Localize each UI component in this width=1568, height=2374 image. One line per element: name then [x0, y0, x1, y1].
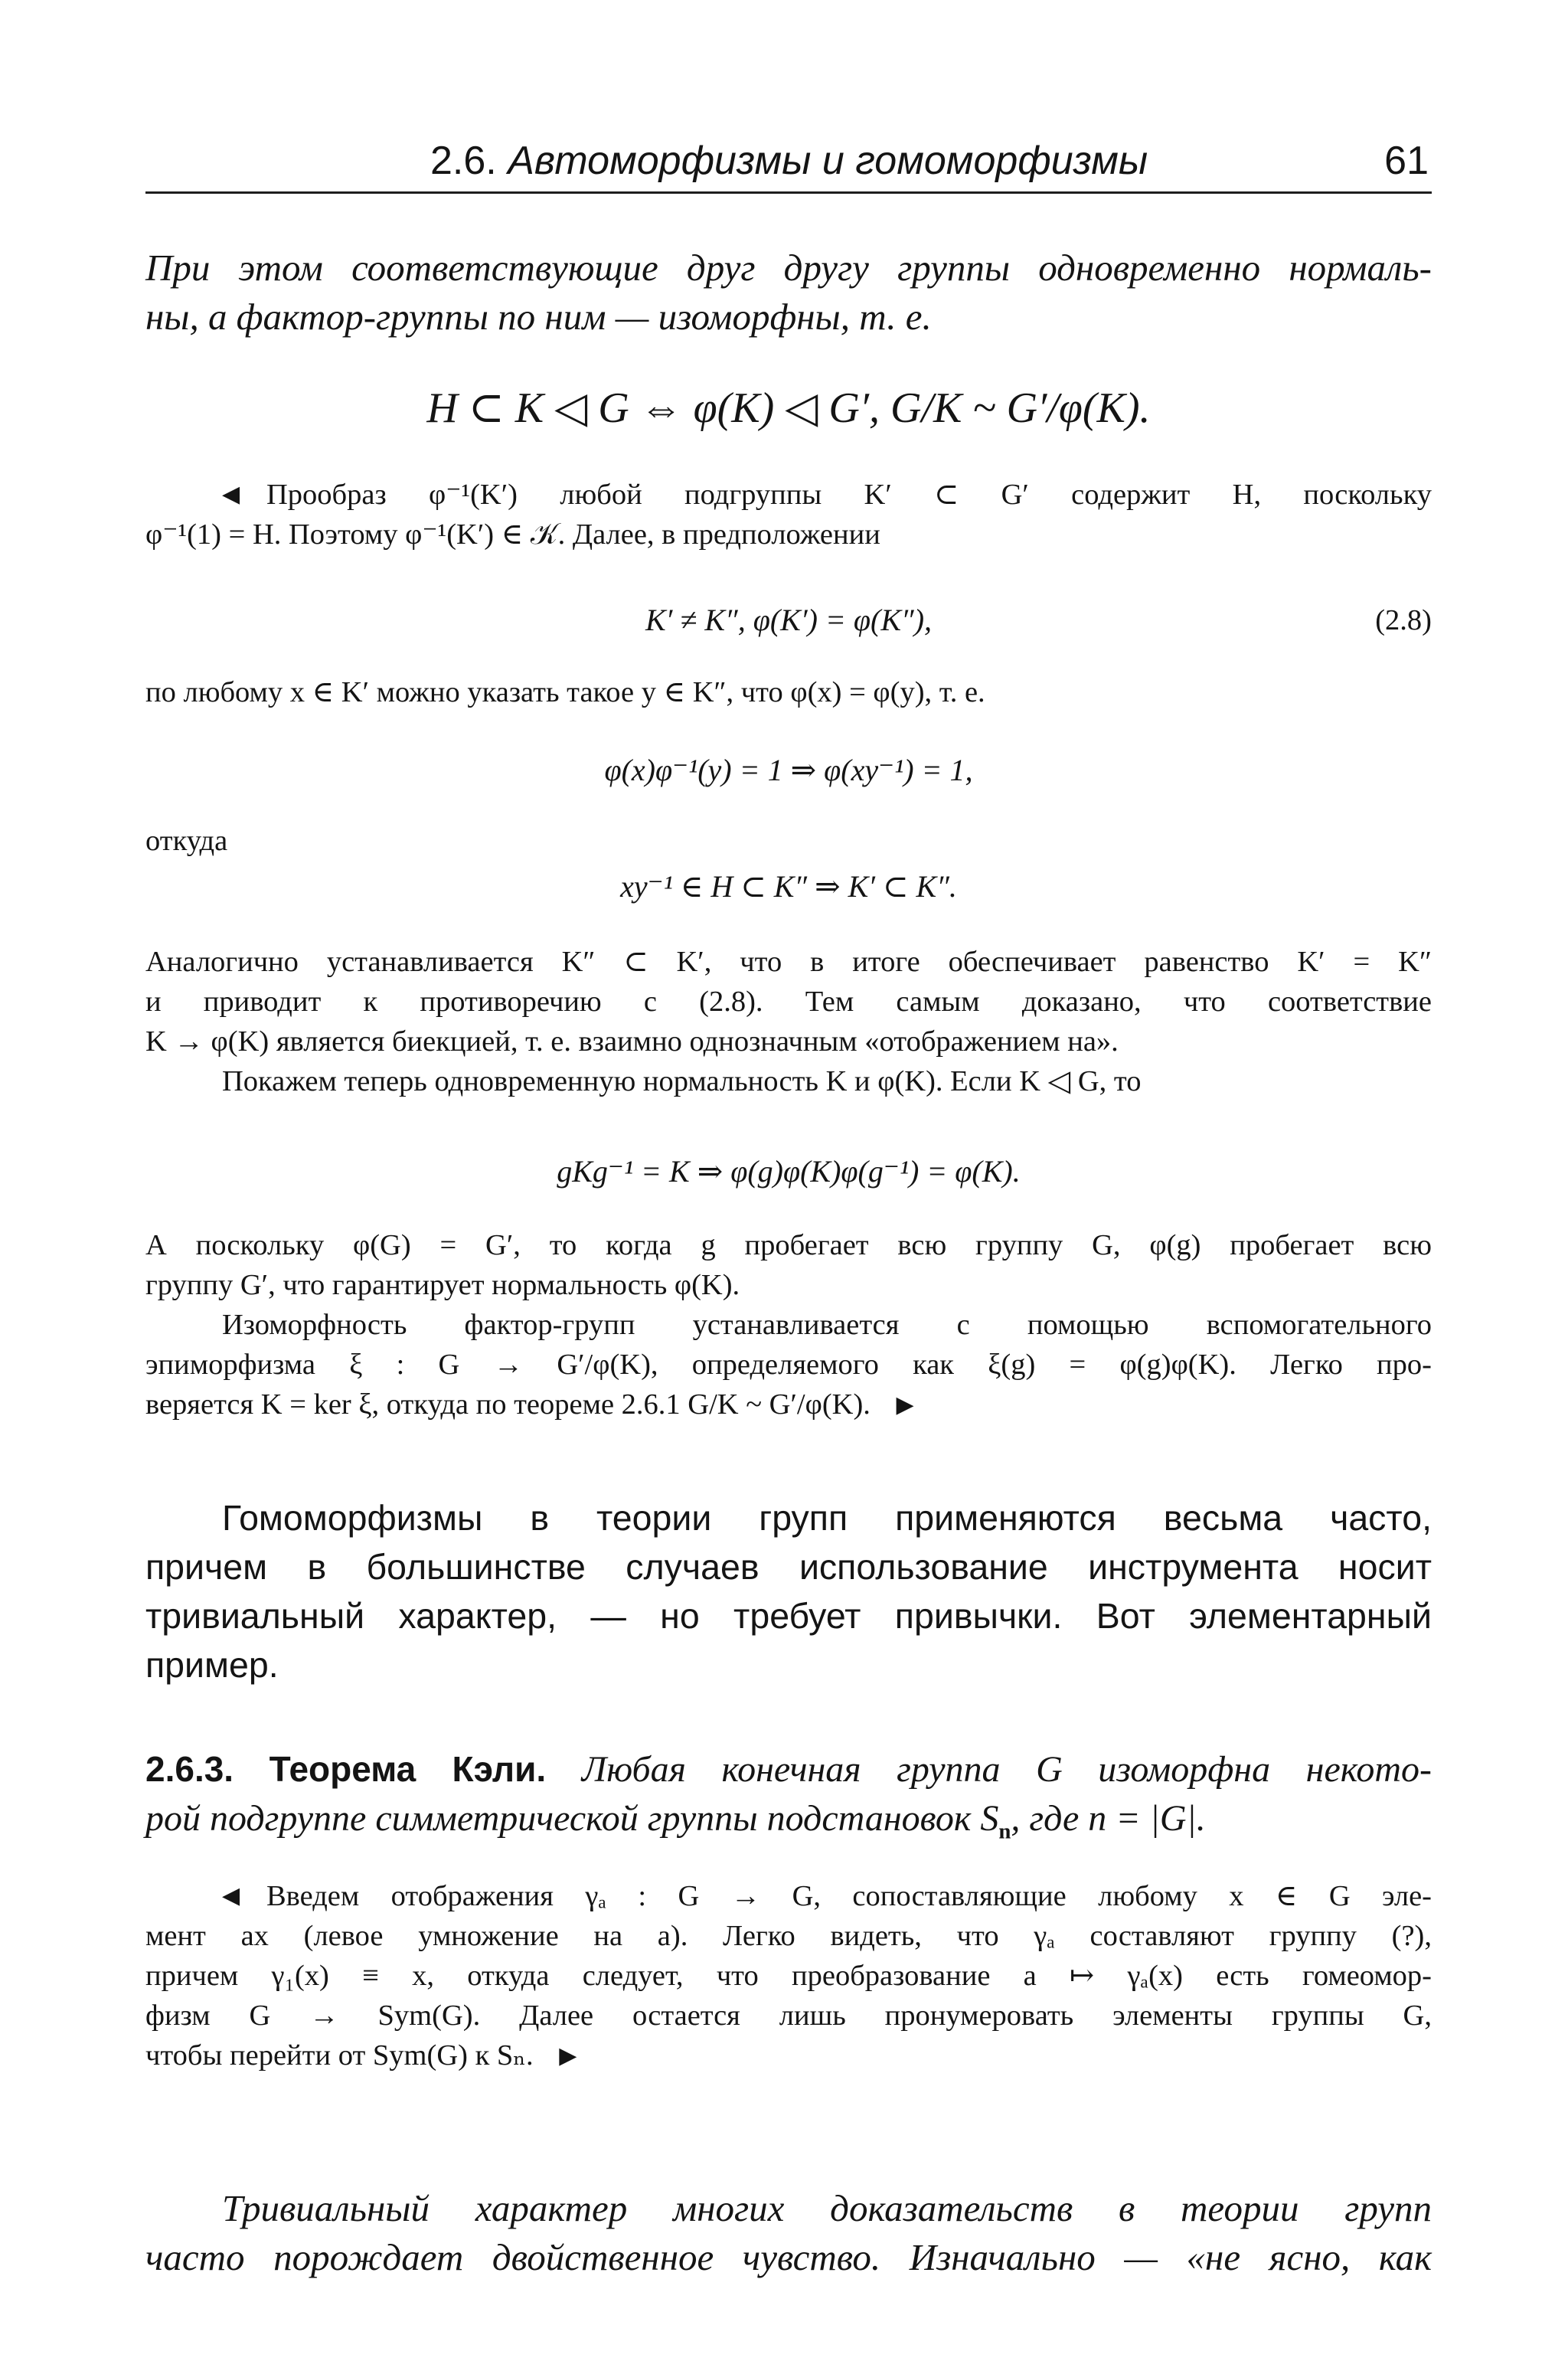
proof-line-11: эпиморфизма ξ : G → G′/φ(K), определяемого как ξ(g) = φ(g)φ(K). Легко про-: [145, 1349, 1432, 1381]
theorem-name: Теорема Кэли.: [269, 1749, 547, 1789]
proof-line-10: Изоморфность фактор-групп устанавливается с помощью вспомогательного: [222, 1309, 1432, 1341]
proof-line-1-text: Прообраз φ⁻¹(K′) любой подгруппы K′ ⊂ G′ содержит H, поскольку: [266, 479, 1432, 511]
proof-line-12: [145, 1385, 1432, 1425]
proof-line-3: по любому x ∈ K′ можно указать такое y ∈ K″, что φ(x) = φ(y), т. е.: [145, 676, 985, 708]
proof-open-marker: ◀: [222, 482, 240, 507]
running-header: [145, 129, 1432, 194]
theorem-proof: [145, 1876, 1432, 2076]
theorem-proof-line-5-text: чтобы перейти от Sym(G) к Sₙ.: [145, 2039, 534, 2072]
page-number: 61: [1384, 139, 1429, 183]
theorem-line-2: [145, 1794, 1432, 1856]
word-otkuda: откуда: [145, 825, 228, 857]
equation-number: (2.8): [1375, 604, 1432, 636]
lead-line-1: При этом соответствующие друг другу группы одновременно нормаль-: [145, 247, 1432, 289]
theorem-proof-line-3: причем γ₁(x) ≡ x, откуда следует, что преобразование a ↦ γₐ(x) есть гомеомор-: [145, 1960, 1432, 1992]
conjugation-formula: gKg⁻¹ = K ⇒ φ(g)φ(K)φ(g⁻¹) = φ(K).: [557, 1154, 1021, 1189]
equation-2-8: [145, 599, 1432, 642]
proof-line-7: Покажем теперь одновременную нормальность K и φ(K). Если K ◁ G, то: [222, 1065, 1142, 1097]
closing-line-2: часто порождает двойственное чувство. Изначально — «не ясно, как: [145, 2236, 1432, 2278]
equation-2-8-body: K′ ≠ K″, φ(K′) = φ(K″),: [645, 603, 933, 637]
proof-line-9: группу G′, что гарантирует нормальность φ(K).: [145, 1269, 740, 1301]
proof-line-4: Аналогично устанавливается K″ ⊂ K′, что в итоге обеспечивает равенство K′ = K″: [145, 946, 1432, 978]
theorem-text-2-end: , где n = |G|.: [1011, 1798, 1206, 1839]
theorem-number: 2.6.3.: [145, 1749, 234, 1789]
proof-line-5: и приводит к противоречию с (2.8). Тем самым доказано, что соответствие: [145, 986, 1432, 1018]
commentary-line-2: причем в большинстве случаев использование инструмента носит: [145, 1547, 1432, 1587]
theorem-line-1: [145, 1745, 1432, 1794]
proof-block-2: [145, 942, 1432, 1101]
theorem-text-2: рой подгруппе симметрической группы подстановок S: [145, 1798, 999, 1839]
proof-line-1: [145, 475, 1432, 515]
product-identity-formula: φ(x)φ⁻¹(y) = 1 ⇒ φ(xy⁻¹) = 1,: [604, 753, 973, 787]
theorem-proof-close-marker: ▶: [559, 2043, 577, 2068]
theorem-proof-line-1-text: Введем отображения γₐ : G → G, сопоставляющие любому x ∈ G эле-: [266, 1880, 1432, 1912]
proof-block-3: [145, 1225, 1432, 1425]
theorem-text-2-subscript: n: [998, 1819, 1011, 1844]
theorem-proof-line-4: физм G → Sym(G). Далее остается лишь пронумеровать элементы группы G,: [145, 2000, 1432, 2032]
proof-line-12-text: веряется K = ker ξ, откуда по теореме 2.6.1 G/K ~ G′/φ(K).: [145, 1388, 871, 1421]
theorem-proof-line-2: мент ax (левое умножение на a). Легко видеть, что γₐ составляют группу (?),: [145, 1920, 1432, 1952]
section-title: [430, 138, 1148, 184]
theorem-statement: [145, 1745, 1432, 1856]
commentary-line-3: тривиальный характер, — но требует привычки. Вот элементарный: [145, 1596, 1432, 1636]
theorem-text-1: Любая конечная группа G изоморфна некото-: [581, 1749, 1432, 1790]
section-number: 2.6.: [430, 139, 497, 183]
inclusion-formula: xy⁻¹ ∈ H ⊂ K″ ⇒ K′ ⊂ K″.: [620, 869, 957, 904]
proof-line-8: А поскольку φ(G) = G′, то когда g пробегает всю группу G, φ(g) пробегает всю: [145, 1229, 1432, 1261]
lead-line-2: ны, а фактор-группы по ним — изоморфны, т. е.: [145, 296, 932, 338]
proof-close-marker: ▶: [896, 1392, 914, 1418]
theorem-proof-line-1: [145, 1876, 1432, 1916]
closing-paragraph: [145, 2184, 1432, 2282]
commentary-line-1: Гомоморфизмы в теории групп применяются весьма часто,: [222, 1498, 1432, 1538]
proof-line-3-block: [145, 672, 1432, 712]
proof-line-6: K → φ(K) является биекцией, т. е. взаимно однозначным «отображением на».: [145, 1025, 1119, 1058]
commentary-paragraph: [145, 1493, 1432, 1689]
section-name: Автоморфизмы и гомоморфизмы: [508, 139, 1148, 183]
main-equivalence-formula: H ⊂ K ◁ G ⇔ φ(K) ◁ G′, G/K ~ G′/φ(K).: [426, 384, 1151, 432]
closing-line-1: Тривиальный характер многих доказательств в теории групп: [222, 2187, 1432, 2229]
theorem-proof-line-5: [145, 2036, 1432, 2076]
theorem-proof-open-marker: ◀: [222, 1883, 240, 1908]
commentary-line-4: пример.: [145, 1645, 279, 1685]
lead-statement: [145, 244, 1432, 342]
proof-line-2: φ⁻¹(1) = H. Поэтому φ⁻¹(K′) ∈ 𝒦. Далее, в предположении: [145, 518, 880, 551]
proof-block-1: [145, 475, 1432, 554]
